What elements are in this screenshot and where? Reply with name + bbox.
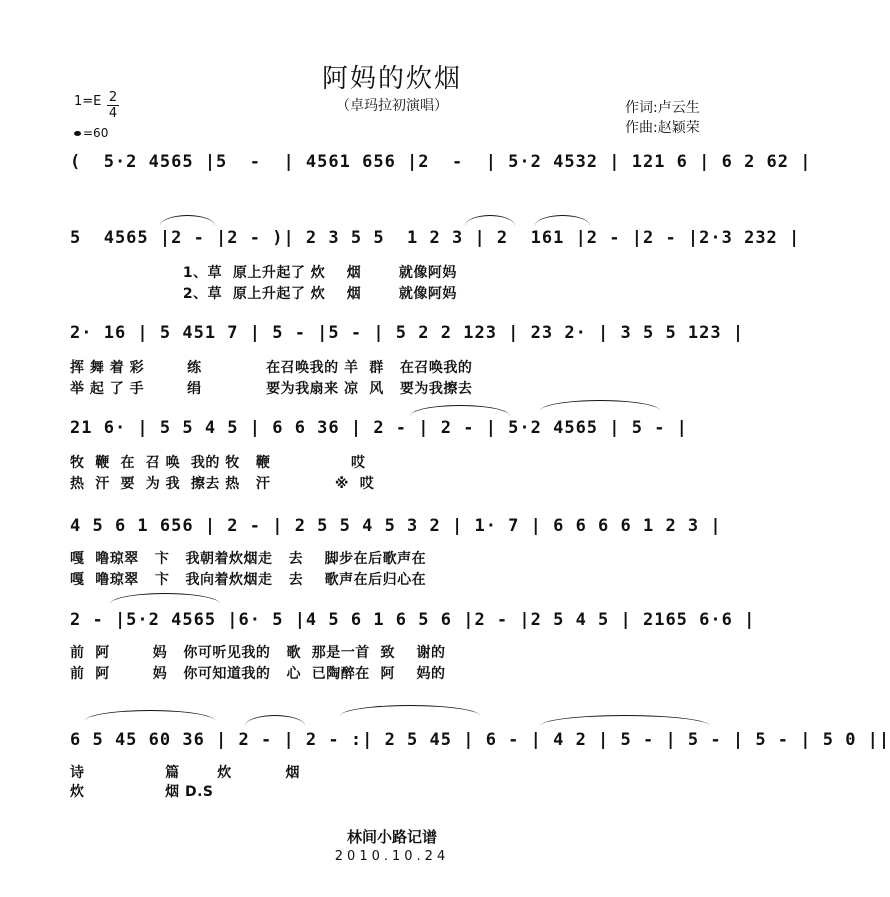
slur-mark: [245, 715, 305, 726]
composer-credit: 作曲:赵颖荣: [625, 120, 700, 136]
notation-row-1: ( 5·2 4565 |5 - | 4561 656 |2 - | 5·2 4532 | 121 6 | 6 2 62 |: [70, 152, 812, 172]
key-signature: 1=E: [74, 94, 102, 109]
song-title: 阿妈的炊烟: [321, 64, 462, 94]
lyrics-row-5-verse-1: 嘎 噜琼翠 卞 我朝着炊烟走 去 脚步在后歌声在: [70, 551, 427, 567]
lyrics-row-7-verse-1: 诗 篇 炊 烟: [70, 765, 300, 781]
slur-mark: [540, 715, 710, 726]
lyrics-row-4-verse-1: 牧 鞭 在 召 唤 我的 牧 鞭 哎: [70, 455, 366, 471]
notation-row-6: 2 - |5·2 4565 |6· 5 |4 5 6 1 6 5 6 |2 - |2 5 4 5 | 2165 6·6 |: [70, 610, 756, 630]
slur-mark: [535, 215, 590, 226]
lyrics-row-2-verse-2: 2、草 原上升起了 炊 烟 就像阿妈: [70, 286, 457, 302]
credits: [625, 98, 700, 138]
slur-mark: [85, 710, 215, 721]
notation-row-2: 5 4565 |2 - |2 - )| 2 3 5 5 1 2 3 | 2 161 |2 - |2 - |2·3 232 |: [70, 228, 801, 248]
slur-mark: [410, 405, 510, 416]
performer-subtitle: （卓玛拉初演唱）: [336, 98, 448, 114]
slur-mark: [340, 705, 480, 716]
time-signature-bottom: 4: [108, 106, 118, 121]
lyrics-row-6-verse-2: 前 阿 妈 你可知道我的 心 已陶醉在 阿 妈的: [70, 666, 446, 682]
time-signature-top: 2: [108, 90, 118, 105]
slur-mark: [540, 400, 660, 411]
lyrics-row-3-verse-1: 挥 舞 着 彩 练 在召唤我的 羊 群 在召唤我的: [70, 360, 473, 376]
notation-row-3: 2· 16 | 5 451 7 | 5 - |5 - | 5 2 2 123 | 23 2· | 3 5 5 123 |: [70, 323, 745, 343]
lyricist-credit: 作词:卢云生: [625, 100, 700, 116]
tempo-marking: [74, 126, 108, 140]
transcriber-credit: 林间小路记谱: [346, 828, 437, 846]
lyrics-row-7-verse-2: 炊 烟 D.S: [70, 784, 214, 800]
slur-mark: [465, 215, 515, 226]
tempo-value: =60: [83, 126, 109, 140]
lyrics-row-3-verse-2: 举 起 了 手 绢 要为我扇来 凉 风 要为我擦去: [70, 381, 473, 397]
lyrics-row-5-verse-2: 嘎 噜琼翠 卞 我向着炊烟走 去 歌声在后归心在: [70, 572, 427, 588]
time-signature: [107, 90, 119, 121]
notation-row-4: 21 6· | 5 5 4 5 | 6 6 36 | 2 - | 2 - | 5·2 4565 | 5 - |: [70, 418, 688, 438]
note-head-icon: [74, 131, 81, 136]
lyrics-row-6-verse-1: 前 阿 妈 你可听见我的 歌 那是一首 致 谢的: [70, 645, 446, 661]
notation-row-5: 4 5 6 1 656 | 2 - | 2 5 5 4 5 3 2 | 1· 7 | 6 6 6 6 1 2 3 |: [70, 516, 722, 536]
slur-mark: [160, 215, 215, 226]
lyrics-row-4-verse-2: 热 汗 要 为 我 擦去 热 汗 ※ 哎: [70, 476, 375, 492]
slur-mark: [110, 593, 220, 604]
notation-row-7: 6 5 45 60 36 | 2 - | 2 - :| 2 5 45 | 6 - | 4 2 | 5 - | 5 - | 5 - | 5 0 ||: [70, 730, 890, 750]
lyrics-row-2-verse-1: 1、草 原上升起了 炊 烟 就像阿妈: [70, 265, 457, 281]
transcription-date: 2010.10.24: [334, 849, 450, 864]
